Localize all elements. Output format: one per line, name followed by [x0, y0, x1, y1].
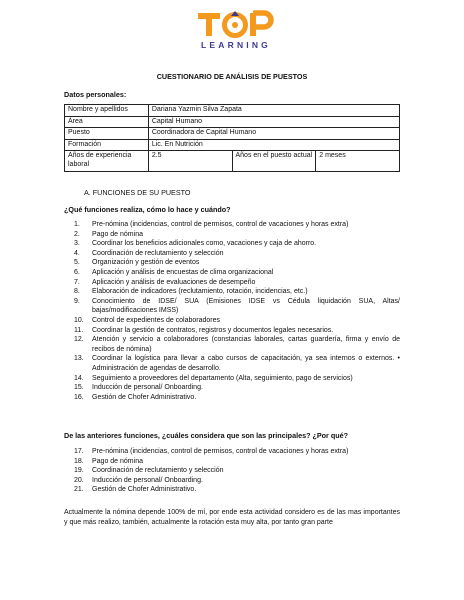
list-item-number: 9.	[74, 297, 80, 305]
list-item	[64, 230, 400, 240]
info-row	[65, 116, 400, 128]
list-item	[64, 393, 400, 403]
list-item	[64, 278, 400, 288]
list-item-text: Gestión de Chofer Administrativo.	[92, 486, 197, 494]
info-row	[65, 128, 400, 140]
list-item-text: Control de expedientes de colaboradores	[92, 316, 221, 324]
list-item-number: 19.	[74, 467, 84, 475]
list-item-number: 21.	[74, 486, 84, 494]
list-item-number: 12.	[74, 336, 84, 344]
list-item-text: Coordinación de reclutamiento y selección	[92, 249, 224, 257]
list-item-number: 18.	[74, 457, 84, 465]
list-item-text: Aplicación y análisis de evaluaciones de desempeño	[92, 278, 256, 286]
list-item-text: Atención y servicio a colaboradores (constancias laborales, cartas guardería, firma y envío de recibos de nómina)	[92, 336, 400, 353]
actual-position-value: 2 meses	[316, 151, 400, 171]
list-item-number: 15.	[74, 384, 84, 392]
closing-paragraph: Actualmente la nómina depende 100% de mí, por ende esta actividad considero es de las mas importantes y que más realizo, también, actualmente la rotación esta muy alta, por tanto gran parte	[64, 509, 400, 527]
list-item-number: 14.	[74, 374, 84, 382]
list-item-text: Coordinación de reclutamiento y selección	[92, 467, 224, 475]
list-item-text: Pre-nómina (incidencias, control de permisos, control de vacaciones y horas extra)	[92, 448, 349, 455]
list-item-number: 11.	[74, 326, 84, 334]
list-item-number: 5.	[74, 259, 80, 267]
list-item-number: 4.	[74, 249, 80, 257]
list-item	[64, 335, 400, 354]
list-item-text: Coordinar los beneficios adicionales como, vacaciones y caja de ahorro.	[92, 240, 317, 248]
list-item	[64, 457, 400, 467]
list-item-number: 16.	[74, 393, 84, 401]
list-item-text: Coordinar la logística para llevar a cabo cursos de capacitación, ya sea internos o externos. • Administración de agendas de desarrollo.	[92, 355, 400, 372]
list-item-text: Inducción de personal/ Onboarding.	[92, 476, 203, 484]
info-value: Lic. En Nutrición	[148, 139, 399, 151]
list-item	[64, 447, 400, 457]
info-label: Nombre y apellidos	[65, 105, 149, 117]
experience-value: 2.5	[148, 151, 232, 171]
list-item	[64, 316, 400, 326]
list-item-text: Gestión de Chofer Administrativo.	[92, 393, 197, 401]
list-item-text: Conocimiento de IDSE/ SUA (Emisiones IDSE vs Cédula liquidación SUA, Altas/ bajas/modificaciones IMSS)	[92, 297, 400, 315]
personal-data-table	[64, 104, 400, 172]
list-item-text: Organización y gestión de eventos	[92, 259, 200, 267]
list-item-number: 8.	[74, 288, 80, 296]
list-item-number: 6.	[74, 268, 80, 276]
list-item	[64, 383, 400, 393]
list-item	[64, 258, 400, 268]
logo-subtitle: LEARNING	[201, 40, 271, 50]
info-row-experience	[65, 151, 400, 171]
personal-data-heading: Datos personales:	[64, 90, 127, 99]
list-item-number: 7.	[74, 278, 80, 286]
list-item-text: Pago de nómina	[92, 230, 143, 238]
list-item-text: Inducción de personal/ Onboarding.	[92, 384, 203, 392]
list-item	[64, 466, 400, 476]
list-item	[64, 354, 400, 373]
list-item-text: Aplicación y análisis de encuestas de clima organizacional	[92, 268, 274, 276]
list-item-number: 13.	[74, 355, 84, 363]
info-row	[65, 105, 400, 117]
info-row	[65, 139, 400, 151]
list-item-text: Pre-nómina (incidencias, control de permisos, control de vacaciones y horas extra)	[92, 221, 349, 228]
list-item-text: Elaboración de indicadores (reclutamiento, rotación, incidencias, etc.)	[92, 288, 308, 296]
info-value: Dariana Yazmin Silva Zapata	[148, 105, 399, 117]
list-item-text: Coordinar la gestión de contratos, registros y documentos legales necesarios.	[92, 326, 334, 334]
experience-label: Años de experiencia laboral	[65, 151, 149, 171]
info-value: Capital Humano	[148, 116, 399, 128]
list-item-number: 3.	[74, 240, 80, 248]
list-item-number: 10.	[74, 316, 84, 324]
company-logo	[190, 10, 280, 52]
list-item	[64, 220, 400, 230]
list-item	[64, 297, 400, 316]
document-title: CUESTIONARIO DE ANÁLISIS DE PUESTOS	[156, 72, 308, 81]
list-item	[64, 287, 400, 297]
list-item-number: 2.	[74, 230, 80, 238]
list-item	[64, 239, 400, 249]
list-item-text: Seguimiento a proveedores del departamento (Alta, seguimiento, pago de servicios)	[92, 374, 353, 382]
info-label: Área	[65, 116, 149, 128]
list-item	[64, 326, 400, 336]
question-principal: De las anteriores funciones, ¿cuáles considera que son las principales? ¿Por qué?	[64, 431, 348, 440]
list-item-number: 17.	[74, 448, 84, 455]
functions-list	[64, 220, 400, 402]
info-label: Formación	[65, 139, 149, 151]
top-logo-graphic	[190, 10, 280, 38]
list-item-text: Pago de nómina	[92, 457, 143, 465]
list-item	[64, 476, 400, 486]
list-item-number: 1.	[74, 221, 80, 228]
principal-functions-list	[64, 447, 400, 495]
question-functions: ¿Qué funciones realiza, cómo lo hace y cuándo?	[64, 205, 231, 214]
list-item	[64, 485, 400, 495]
info-label: Puesto	[65, 128, 149, 140]
list-item	[64, 268, 400, 278]
list-item	[64, 374, 400, 384]
info-value: Coordinadora de Capital Humano	[148, 128, 399, 140]
section-a-heading: A. FUNCIONES DE SU PUESTO	[84, 188, 191, 197]
list-item	[64, 249, 400, 259]
actual-position-label: Años en el puesto actual	[232, 151, 316, 171]
list-item-number: 20.	[74, 476, 84, 484]
